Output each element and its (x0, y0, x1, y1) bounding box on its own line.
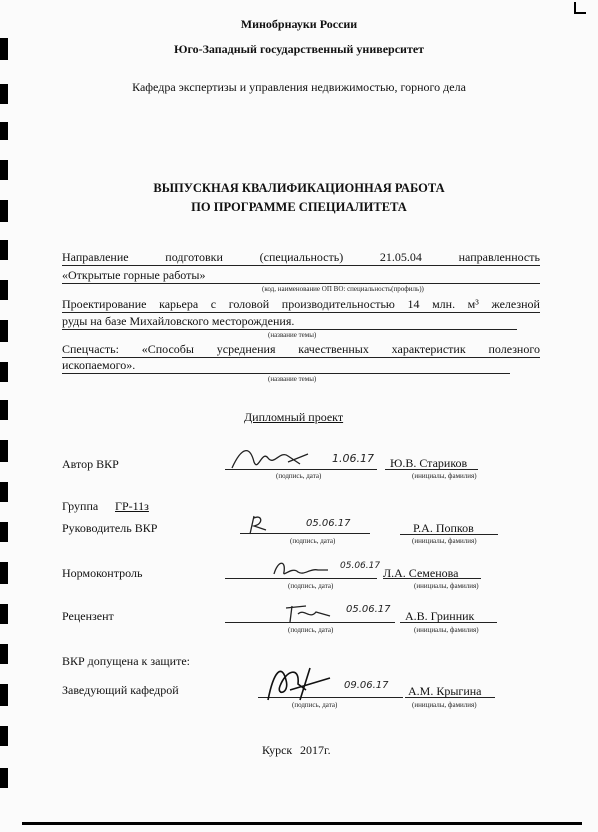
normcontrol-name: Л.А. Семенова (383, 566, 459, 580)
author-label: Автор ВКР (62, 457, 119, 471)
name-line (383, 578, 481, 579)
special-word: полезного (488, 342, 540, 356)
scan-corner-mark (574, 2, 586, 14)
work-title: ВЫПУСКНАЯ КВАЛИФИКАЦИОННАЯ РАБОТА (153, 181, 445, 195)
direction-word: Направление (62, 250, 129, 264)
underline (62, 312, 540, 313)
underline (62, 329, 517, 330)
supervisor-name: Р.А. Попков (413, 521, 474, 535)
supervisor-date: 05.06.17 (306, 518, 351, 529)
project-type: Дипломный проект (244, 410, 344, 424)
supervisor-label: Руководитель ВКР (62, 521, 158, 535)
topic-word: железной (491, 297, 540, 311)
head-label: Заведующий кафедрой (62, 683, 179, 697)
underline (62, 283, 540, 284)
normcontrol-sign-caption: (подпись, дата) (288, 582, 334, 590)
topic-line-2: руды на базе Михайловского месторождения. (62, 314, 295, 328)
name-line (385, 469, 478, 470)
supervisor-name-caption: (инициалы, фамилия) (412, 537, 477, 545)
author-name-caption: (инициалы, фамилия) (412, 472, 477, 480)
scan-edge-mark (0, 604, 8, 624)
supervisor-signature (244, 512, 284, 538)
work-subtitle: ПО ПРОГРАММЕ СПЕЦИАЛИТЕТА (191, 200, 407, 214)
direction-word: (специальность) (259, 250, 344, 264)
normcontrol-label: Нормоконтроль (62, 566, 143, 580)
topic-word: м³ (467, 297, 479, 311)
scan-edge-mark (0, 362, 8, 382)
normcontrol-name-caption: (инициалы, фамилия) (414, 582, 479, 590)
special-word: характеристик (391, 342, 466, 356)
special-word: Спецчасть: (62, 342, 119, 356)
scan-edge-mark (0, 320, 8, 342)
topic-caption: (название темы) (268, 331, 317, 339)
topic-word: млн. (432, 297, 456, 311)
topic-word: 14 (407, 297, 420, 311)
normcontrol-date: 05.06.17 (340, 561, 381, 571)
direction-line (62, 250, 540, 265)
reviewer-signature (282, 600, 342, 626)
topic-line (62, 297, 540, 312)
head-name: А.М. Крыгина (408, 684, 482, 698)
scan-edge-mark (0, 240, 8, 260)
supervisor-sign-caption: (подпись, дата) (290, 537, 336, 545)
scan-edge-mark (0, 562, 8, 584)
author-date: 1.06.17 (332, 452, 374, 465)
direction-word: направленность (458, 250, 540, 264)
department-name: Кафедра экспертизы и управления недвижимостью, горного дела (132, 80, 466, 94)
university-name: Юго-Западный государственный университет (173, 42, 425, 56)
special-word: качественных (298, 342, 369, 356)
head-signature (260, 660, 350, 706)
head-name-caption: (инициалы, фамилия) (412, 701, 477, 709)
reviewer-date: 05.06.17 (346, 604, 391, 615)
special-line (62, 342, 540, 357)
special-line-2: ископаемого». (62, 358, 136, 372)
head-sign-caption: (подпись, дата) (292, 701, 338, 709)
scan-edge-mark (0, 280, 8, 300)
special-word: «Способы (141, 342, 194, 356)
scan-edge-mark (0, 400, 8, 420)
author-name: Ю.В. Стариков (390, 456, 468, 470)
underline (62, 265, 540, 266)
ministry-name: Минобрнауки России (240, 17, 358, 31)
year: 2017г. (300, 743, 331, 757)
direction-word: подготовки (165, 250, 223, 264)
reviewer-label: Рецензент (62, 609, 114, 623)
underline (62, 373, 510, 374)
scan-edge-mark (0, 482, 8, 502)
topic-word: карьера (159, 297, 199, 311)
direction-code: 21.05.04 (379, 250, 422, 264)
scan-edge-mark (0, 522, 8, 542)
name-line (405, 697, 495, 698)
name-line (400, 622, 497, 623)
reviewer-sign-caption: (подпись, дата) (288, 626, 334, 634)
topic-word: с (210, 297, 217, 311)
reviewer-name-caption: (инициалы, фамилия) (414, 626, 479, 634)
topic-word: Проектирование (62, 297, 147, 311)
special-caption: (название темы) (268, 375, 317, 383)
author-sign-caption: (подпись, дата) (276, 472, 322, 480)
city: Курск (262, 743, 293, 757)
scan-edge-mark (0, 768, 8, 788)
reviewer-name: А.В. Гринник (405, 609, 475, 623)
scan-edge-mark (0, 684, 8, 706)
scan-edge-mark (0, 122, 8, 140)
admitted-label: ВКР допущена к защите: (62, 654, 190, 668)
scan-edge-mark (0, 644, 8, 664)
name-line (400, 534, 498, 535)
scan-edge-mark (0, 440, 8, 462)
scan-edge-mark (0, 160, 8, 180)
direction-caption: (код, наименование ОП ВО: специальность(профиль)) (262, 285, 424, 293)
topic-word: головой (228, 297, 270, 311)
special-word: усреднения (216, 342, 276, 356)
scan-bottom-edge (22, 822, 582, 825)
scan-edge-mark (0, 726, 8, 746)
head-date: 09.06.17 (344, 680, 389, 691)
group-value: ГР-11з (115, 499, 149, 513)
topic-word: производительностью (281, 297, 395, 311)
group-label: Группа (62, 499, 99, 513)
direction-profile: «Открытые горные работы» (62, 268, 206, 282)
